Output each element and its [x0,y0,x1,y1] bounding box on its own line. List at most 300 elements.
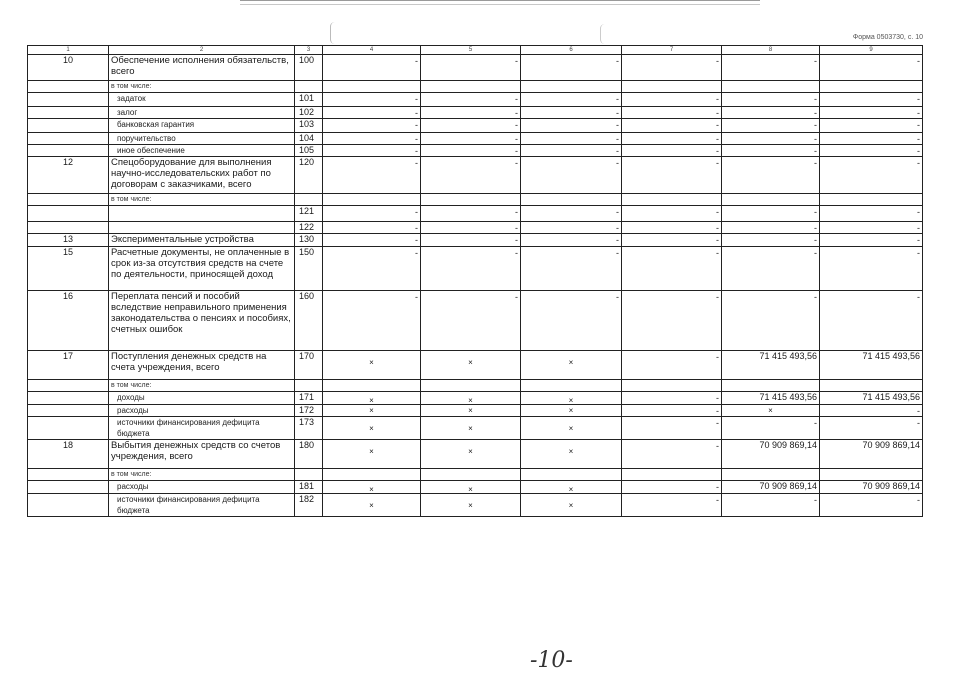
value-cell-c7 [622,392,722,405]
empty-dash: - [616,235,619,245]
amount-value: 71 415 493,56 [759,351,817,361]
not-applicable-mark: × [468,396,473,405]
line-code-cell: 170 [295,351,323,380]
empty-dash: - [616,248,619,258]
value-cell-c6 [521,392,622,405]
table-row [28,494,923,517]
value-cell-c4 [323,93,421,107]
value-cell-c6 [521,417,622,440]
value-cell-c8 [722,145,820,157]
line-code-cell: 150 [295,247,323,291]
value-cell-c7 [622,206,722,222]
empty-dash: - [415,134,418,144]
not-applicable-mark: × [369,396,374,405]
value-cell-c7 [622,119,722,133]
not-applicable-mark: × [468,485,473,494]
empty-dash: - [716,248,719,258]
indicator-name-cell: банковская гарантия [109,119,295,133]
table-row [28,405,923,417]
line-code-cell: 130 [295,234,323,247]
table-row [28,222,923,234]
value-cell-c5 [421,206,521,222]
empty-dash: - [917,248,920,258]
scan-top-edge [240,0,760,5]
not-applicable-mark: × [468,501,473,510]
row-number-cell: 13 [28,234,109,247]
indicator-name-cell: иное обеспечение [109,145,295,157]
table-row [28,469,923,481]
empty-dash: - [415,94,418,104]
empty-dash: - [716,207,719,217]
amount-value: 70 909 869,14 [759,440,817,450]
value-cell-c4 [323,119,421,133]
row-number-cell: 10 [28,55,109,81]
value-cell-c6 [521,133,622,145]
value-cell-c9 [820,133,923,145]
empty-dash: - [917,158,920,168]
table-row [28,119,923,133]
table-row [28,234,923,247]
indicator-name-cell [109,222,295,234]
empty-dash: - [917,108,920,118]
empty-dash: - [814,235,817,245]
empty-dash: - [917,235,920,245]
form-label: Форма 0503730, с. 10 [852,34,923,41]
value-cell-c9 [820,206,923,222]
value-cell-c4 [323,440,421,469]
value-cell-c7 [622,440,722,469]
indicator-name-cell: Поступления денежных средств на счета учреждения, всего [109,351,295,380]
value-cell-c5 [421,93,521,107]
empty-dash: - [515,207,518,217]
table-row [28,133,923,145]
empty-dash: - [515,120,518,130]
amount-value: 70 909 869,14 [862,481,920,491]
column-number: 9 [820,46,923,55]
empty-dash: - [814,495,817,505]
not-applicable-mark: × [369,485,374,494]
empty-dash: - [716,146,719,156]
value-cell-c6 [521,194,622,206]
table-row [28,417,923,440]
value-cell-c8 [722,234,820,247]
value-cell-c5 [421,157,521,194]
column-number: 8 [722,46,820,55]
empty-dash: - [515,146,518,156]
value-cell-c7 [622,107,722,119]
indicator-name-cell: источники финансирования дефицита бюджета [109,417,295,440]
line-code-cell: 181 [295,481,323,494]
value-cell-c4 [323,133,421,145]
value-cell-c4 [323,234,421,247]
row-number-cell [28,145,109,157]
empty-dash: - [716,158,719,168]
value-cell-c5 [421,417,521,440]
not-applicable-mark: × [468,358,473,367]
row-number-cell: 16 [28,291,109,351]
empty-dash: - [917,207,920,217]
value-cell-c9 [820,380,923,392]
empty-dash: - [814,248,817,258]
value-cell-c7 [622,157,722,194]
empty-dash: - [616,207,619,217]
empty-dash: - [716,235,719,245]
value-cell-c6 [521,107,622,119]
table-row [28,351,923,380]
value-cell-c9 [820,107,923,119]
column-number-row [28,46,923,55]
empty-dash: - [415,207,418,217]
value-cell-c5 [421,469,521,481]
value-cell-c4 [323,469,421,481]
line-code-cell [295,380,323,392]
not-applicable-mark: × [568,358,574,367]
value-cell-c6 [521,405,622,417]
empty-dash: - [716,94,719,104]
value-cell-c7 [622,291,722,351]
value-cell-c6 [521,380,622,392]
value-cell-c5 [421,133,521,145]
not-applicable-mark: × [468,424,473,433]
empty-dash: - [515,292,518,302]
empty-dash: - [415,56,418,66]
row-number-cell [28,392,109,405]
empty-dash: - [616,292,619,302]
value-cell-c7 [622,133,722,145]
line-code-cell: 122 [295,222,323,234]
value-cell-c7 [622,380,722,392]
empty-dash: - [716,56,719,66]
empty-dash: - [917,223,920,233]
table-row [28,380,923,392]
indicator-name-cell: Экспериментальные устройства [109,234,295,247]
indicator-name-cell: в том числе: [109,81,295,93]
empty-dash: - [716,223,719,233]
row-number-cell [28,133,109,145]
value-cell-c7 [622,194,722,206]
empty-dash: - [616,223,619,233]
line-code-cell: 121 [295,206,323,222]
value-cell-c5 [421,291,521,351]
value-cell-c6 [521,247,622,291]
table-row [28,392,923,405]
value-cell-c4 [323,380,421,392]
empty-dash: - [917,418,920,428]
table-row [28,81,923,93]
empty-dash: - [616,158,619,168]
value-cell-c6 [521,481,622,494]
not-applicable-mark: × [568,424,574,433]
value-cell-c5 [421,351,521,380]
empty-dash: - [415,146,418,156]
value-cell-c4 [323,222,421,234]
value-cell-c4 [323,194,421,206]
indicator-name-cell: расходы [109,405,295,417]
empty-dash: - [917,292,920,302]
value-cell-c9 [820,157,923,194]
empty-dash: - [917,495,920,505]
value-cell-c7 [622,494,722,517]
not-applicable-mark: × [768,406,773,415]
value-cell-c8 [722,81,820,93]
value-cell-c9 [820,417,923,440]
value-cell-c5 [421,145,521,157]
value-cell-c8 [722,405,820,417]
empty-dash: - [415,235,418,245]
value-cell-c6 [521,494,622,517]
value-cell-c7 [622,469,722,481]
value-cell-c9 [820,234,923,247]
value-cell-c4 [323,392,421,405]
column-number: 4 [323,46,421,55]
line-code-cell: 180 [295,440,323,469]
indicator-name-cell: доходы [109,392,295,405]
value-cell-c6 [521,93,622,107]
row-number-cell [28,494,109,517]
empty-dash: - [814,56,817,66]
value-cell-c6 [521,55,622,81]
row-number-cell: 17 [28,351,109,380]
row-number-cell [28,417,109,440]
indicator-name-cell: Выбытия денежных средств со счетов учреждения, всего [109,440,295,469]
value-cell-c6 [521,206,622,222]
value-cell-c9 [820,222,923,234]
empty-dash: - [716,134,719,144]
table-row [28,55,923,81]
row-number-cell: 18 [28,440,109,469]
value-cell-c6 [521,469,622,481]
value-cell-c7 [622,93,722,107]
value-cell-c9 [820,405,923,417]
not-applicable-mark: × [568,406,574,415]
line-code-cell: 182 [295,494,323,517]
value-cell-c8 [722,351,820,380]
value-cell-c7 [622,55,722,81]
empty-dash: - [814,134,817,144]
not-applicable-mark: × [369,406,374,415]
value-cell-c9 [820,469,923,481]
empty-dash: - [716,292,719,302]
value-cell-c5 [421,119,521,133]
row-number-cell [28,222,109,234]
value-cell-c5 [421,481,521,494]
line-code-cell: 172 [295,405,323,417]
column-number: 1 [28,46,109,55]
value-cell-c6 [521,222,622,234]
empty-dash: - [415,120,418,130]
not-applicable-mark: × [568,447,574,456]
empty-dash: - [515,56,518,66]
not-applicable-mark: × [468,447,473,456]
empty-dash: - [814,94,817,104]
empty-dash: - [917,134,920,144]
value-cell-c8 [722,380,820,392]
empty-dash: - [616,146,619,156]
empty-dash: - [716,108,719,118]
empty-dash: - [917,94,920,104]
line-code-cell: 104 [295,133,323,145]
value-cell-c4 [323,291,421,351]
not-applicable-mark: × [369,358,374,367]
value-cell-c5 [421,222,521,234]
value-cell-c8 [722,440,820,469]
line-code-cell: 105 [295,145,323,157]
value-cell-c8 [722,494,820,517]
empty-dash: - [917,120,920,130]
empty-dash: - [515,223,518,233]
empty-dash: - [716,441,719,451]
empty-dash: - [616,108,619,118]
value-cell-c5 [421,247,521,291]
value-cell-c4 [323,417,421,440]
value-cell-c4 [323,351,421,380]
indicator-name-cell: поручительство [109,133,295,145]
value-cell-c7 [622,351,722,380]
value-cell-c7 [622,417,722,440]
value-cell-c7 [622,234,722,247]
value-cell-c4 [323,206,421,222]
empty-dash: - [814,292,817,302]
empty-dash: - [814,418,817,428]
line-code-cell [295,194,323,206]
empty-dash: - [716,495,719,505]
row-number-cell [28,93,109,107]
value-cell-c8 [722,206,820,222]
value-cell-c4 [323,405,421,417]
value-cell-c9 [820,81,923,93]
indicator-name-cell: расходы [109,481,295,494]
value-cell-c4 [323,81,421,93]
value-cell-c4 [323,145,421,157]
value-cell-c4 [323,157,421,194]
empty-dash: - [515,248,518,258]
value-cell-c8 [722,107,820,119]
value-cell-c9 [820,392,923,405]
not-applicable-mark: × [369,447,374,456]
table-row [28,145,923,157]
empty-dash: - [415,223,418,233]
not-applicable-mark: × [568,485,574,494]
empty-dash: - [917,56,920,66]
report-table [27,45,923,517]
value-cell-c7 [622,81,722,93]
row-number-cell: 12 [28,157,109,194]
row-number-cell [28,194,109,206]
indicator-name-cell: Переплата пенсий и пособий вследствие неправильного применения законодательства о пенсиях и пособиях, счетных ошибок [109,291,295,351]
value-cell-c7 [622,405,722,417]
value-cell-c5 [421,234,521,247]
line-code-cell: 101 [295,93,323,107]
row-number-cell [28,206,109,222]
row-number-cell [28,81,109,93]
value-cell-c4 [323,494,421,517]
indicator-name-cell: в том числе: [109,194,295,206]
value-cell-c7 [622,222,722,234]
value-cell-c5 [421,380,521,392]
amount-value: 70 909 869,14 [759,481,817,491]
empty-dash: - [814,223,817,233]
value-cell-c6 [521,119,622,133]
empty-dash: - [814,207,817,217]
row-number-cell: 15 [28,247,109,291]
amount-value: 71 415 493,56 [862,351,920,361]
amount-value: 70 909 869,14 [862,440,920,450]
value-cell-c6 [521,291,622,351]
value-cell-c6 [521,440,622,469]
value-cell-c9 [820,145,923,157]
column-number: 2 [109,46,295,55]
empty-dash: - [716,393,719,403]
not-applicable-mark: × [369,501,374,510]
empty-dash: - [415,248,418,258]
empty-dash: - [415,158,418,168]
empty-dash: - [917,146,920,156]
value-cell-c6 [521,234,622,247]
value-cell-c5 [421,392,521,405]
indicator-name-cell: Расчетные документы, не оплаченные в срок из-за отсутствия средств на счете по деятельности, приносящей доход [109,247,295,291]
empty-dash: - [515,134,518,144]
value-cell-c9 [820,481,923,494]
value-cell-c4 [323,107,421,119]
value-cell-c8 [722,247,820,291]
value-cell-c5 [421,440,521,469]
value-cell-c8 [722,481,820,494]
empty-dash: - [616,120,619,130]
empty-dash: - [515,108,518,118]
value-cell-c7 [622,481,722,494]
empty-dash: - [814,146,817,156]
empty-dash: - [814,108,817,118]
value-cell-c7 [622,145,722,157]
empty-dash: - [415,292,418,302]
table-row [28,440,923,469]
value-cell-c8 [722,93,820,107]
row-number-cell [28,107,109,119]
value-cell-c7 [622,247,722,291]
value-cell-c8 [722,55,820,81]
value-cell-c9 [820,55,923,81]
indicator-name-cell: Спецоборудование для выполнения научно-исследовательских работ по договорам с заказчиками, всего [109,157,295,194]
empty-dash: - [716,352,719,362]
indicator-name-cell: в том числе: [109,469,295,481]
amount-value: 71 415 493,56 [862,392,920,402]
column-number: 6 [521,46,622,55]
value-cell-c9 [820,291,923,351]
value-cell-c9 [820,440,923,469]
value-cell-c5 [421,494,521,517]
empty-dash: - [415,108,418,118]
value-cell-c8 [722,469,820,481]
line-code-cell: 160 [295,291,323,351]
value-cell-c5 [421,194,521,206]
value-cell-c9 [820,351,923,380]
table-row [28,481,923,494]
value-cell-c4 [323,247,421,291]
table-row [28,107,923,119]
line-code-cell [295,81,323,93]
value-cell-c5 [421,55,521,81]
value-cell-c8 [722,157,820,194]
line-code-cell: 171 [295,392,323,405]
not-applicable-mark: × [568,501,574,510]
value-cell-c9 [820,194,923,206]
line-code-cell: 103 [295,119,323,133]
row-number-cell [28,481,109,494]
column-number: 7 [622,46,722,55]
value-cell-c5 [421,405,521,417]
value-cell-c9 [820,247,923,291]
line-code-cell: 173 [295,417,323,440]
